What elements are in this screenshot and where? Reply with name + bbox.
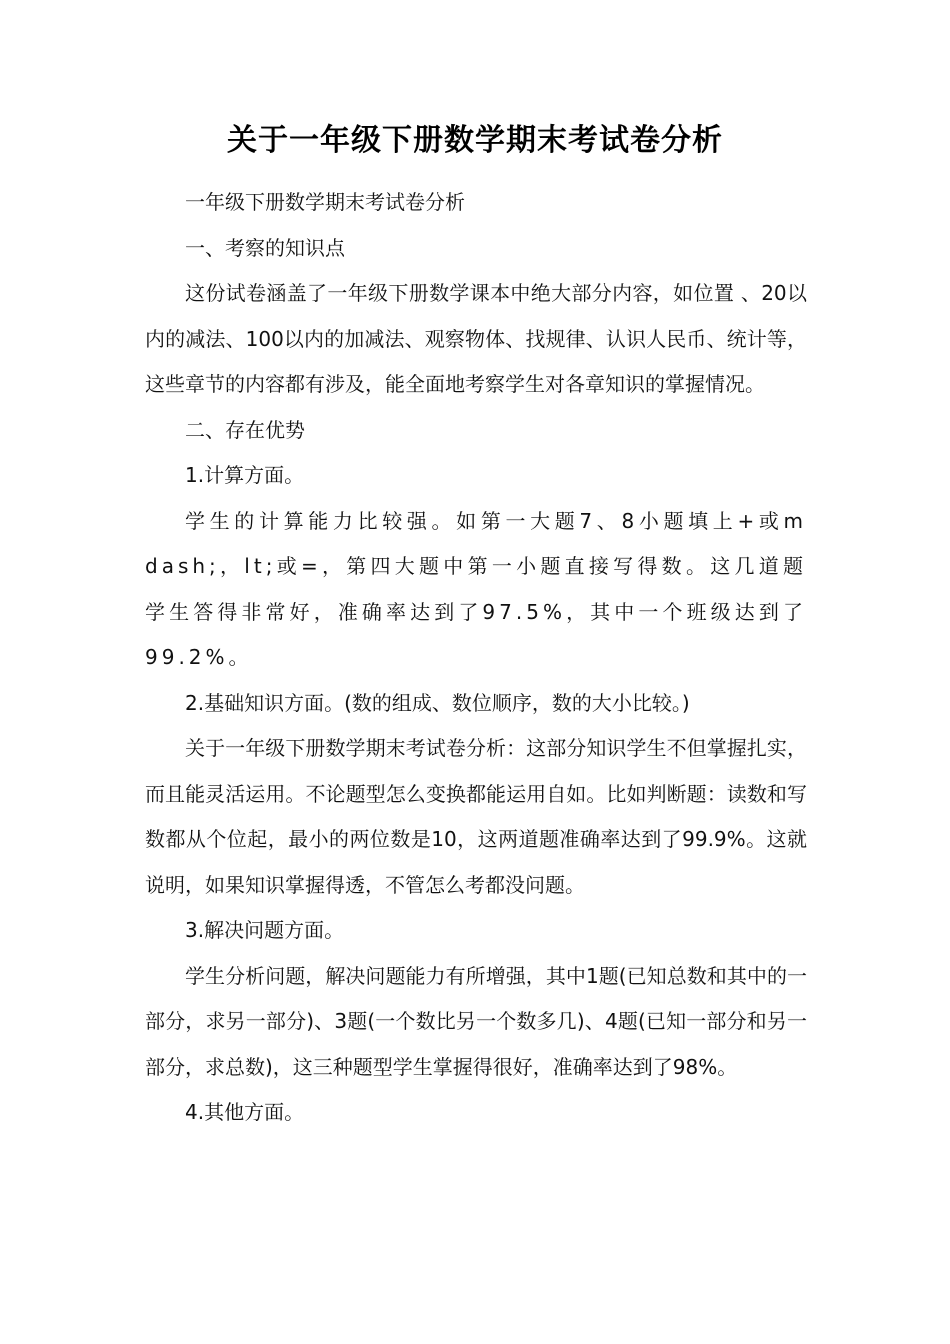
subheading-other: 4.其他方面。 [185, 1100, 305, 1124]
calculation-paragraph: 学生的计算能力比较强。如第一大题7、8小题填上+或mdash;，lt;或=，第四大题中第一小题直接写得数。这几道题学生答得非常好，准确率达到了97.5%，其中一个班级达到了99.2%。 [145, 508, 807, 669]
document-title: 关于一年级下册数学期末考试卷分析 [227, 123, 723, 158]
section-heading-knowledge-points: 一、考察的知识点 [185, 235, 345, 260]
subheading-basic-knowledge: 2.基础知识方面。(数的组成、数位顺序，数的大小比较。) [185, 690, 690, 715]
basic-knowledge-paragraph: 关于一年级下册数学期末考试卷分析：这部分知识学生不但掌握扎实，而且能灵活运用。不论题型怎么变换都能运用自如。比如判断题：读数和写数都从个位起，最小的两位数是10，这两道题准确率达到了99.9%。这就说明，如果知识掌握得透，不管怎么考都没问题。 [145, 736, 807, 897]
problem-solving-paragraph: 学生分析问题，解决问题能力有所增强，其中1题(已知总数和其中的一部分，求另一部分)、3题(一个数比另一个数多几)、4题(已知一部分和另一部分，求总数)，这三种题型学生掌握得很好，准确率达到了98%。 [145, 963, 807, 1079]
document-body [145, 180, 807, 1136]
subtitle-paragraph: 一年级下册数学期末考试卷分析 [185, 190, 465, 214]
section-heading-advantages: 二、存在优势 [185, 417, 305, 442]
subheading-calculation: 1.计算方面。 [185, 463, 305, 487]
subheading-problem-solving: 3.解决问题方面。 [185, 918, 345, 942]
knowledge-points-paragraph: 这份试卷涵盖了一年级下册数学课本中绝大部分内容，如位置 、20以内的减法、100以内的加减法、观察物体、找规律、认识人民币、统计等，这些章节的内容都有涉及，能全面地考察学生对各章知识的掌握情况。 [145, 281, 807, 396]
